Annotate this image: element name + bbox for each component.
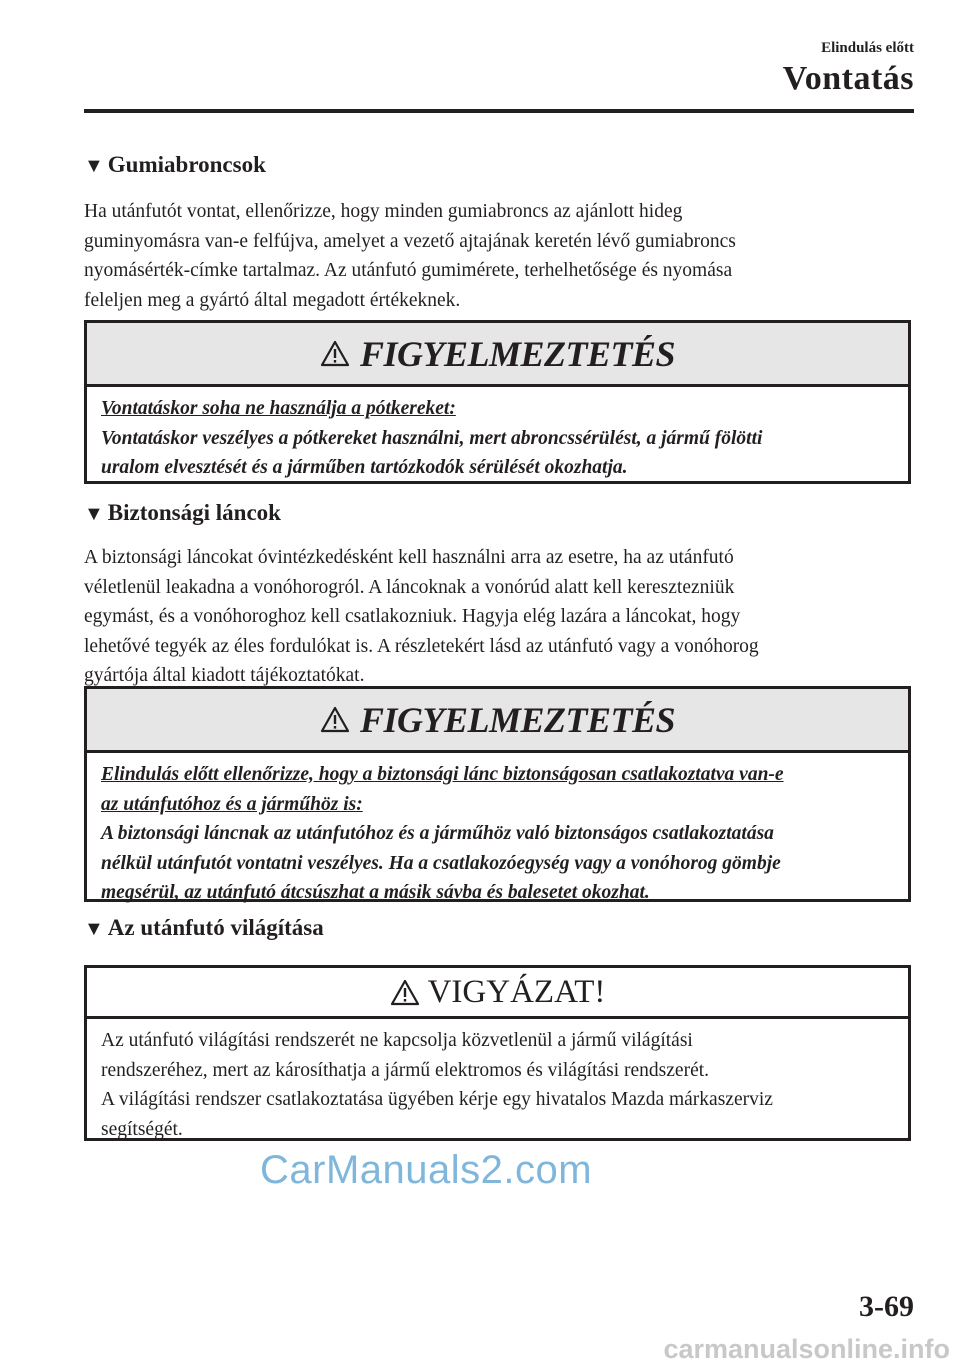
warning-text: Elindulás előtt ellenőrizze, hogy a biztonsági lánc biztonságosan csatlakoztatva van-e az utánfutóhoz és a járműhöz is: A biztonsági láncnak az utánfutóhoz és a járműhöz való biztonságos csatlakoztatása nélkül utánfutót vontatni veszélyes. Ha a csatlakozóegység vagy a vonóhorog gömbje megsérül, az utánfutó átcsúszhat a másik sávba és balesetet okozhat. <box>101 764 784 903</box>
page-title: Vontatás <box>782 60 914 97</box>
page-number: 3-69 <box>859 1290 914 1323</box>
caution-text: Az utánfutó világítási rendszerét ne kapcsolja közvetlenül a jármű világítási rendszeréhez, mert az károsíthatja a jármű elektromos és világítási rendszerét. A világítási rendszer csatlakoztatása ügyében kérje egy hivatalos Mazda márkaszerviz segítségét. <box>101 1030 773 1140</box>
warning-triangle-icon <box>390 979 420 1006</box>
section-heading-safety-chains: ▼ Biztonsági láncok <box>84 500 281 525</box>
watermark: CarManuals2.com <box>260 1148 593 1192</box>
triangle-down-icon: ▼ <box>84 155 104 177</box>
paragraph-safety-chains: A biztonsági láncokat óvintézkedésként kell használni arra az esetre, ha az utánfutó véletlenül leakadna a vonóhorogról. A láncoknak a vonórúd alatt kell keresztezniük egymást, és a vonóhoroghoz kell csatlakozniuk. Hagyja elég lazára a láncokat, hogy lehetővé tegyék az éles fordulókat is. A részletekért lásd az utánfutó vagy a vonóhorog gyártója által kiadott tájékoztatókat. <box>84 547 759 686</box>
paragraph-tires: Ha utánfutót vontat, ellenőrizze, hogy minden gumiabroncs az ajánlott hideg guminyomásra van-e felfújva, amelyet a vezető ajtajának keretén lévő gumiabroncs nyomásérték-címke tartalmaz. Az utánfutó gumimérete, terhelhetősége és nyomása feleljen meg a gyártó által megadott értékeknek. <box>84 201 736 311</box>
warning-title: FIGYELMEZTETÉS <box>359 699 676 740</box>
warning-header <box>87 689 908 753</box>
triangle-down-icon: ▼ <box>84 503 104 525</box>
warning-box-safety-chain <box>84 686 911 902</box>
section-heading-tires: ▼ Gumiabroncsok <box>84 152 266 177</box>
warning-title: FIGYELMEZTETÉS <box>359 333 676 374</box>
triangle-down-icon: ▼ <box>84 918 104 940</box>
caution-title: VIGYÁZAT! <box>427 973 606 1010</box>
header-rule <box>84 109 914 113</box>
warning-text: Vontatáskor soha ne használja a pótkereket: Vontatáskor veszélyes a pótkereket használni, mert abroncssérülést, a jármű fölötti uralom elvesztését és a járműben tartózkodók sérülését okozhatja. <box>101 398 763 478</box>
caution-header <box>87 968 908 1019</box>
warning-header <box>87 323 908 387</box>
warning-triangle-icon <box>320 706 350 733</box>
warning-triangle-icon <box>320 340 350 367</box>
footer-site-label: carmanualsonline.info <box>663 1334 950 1364</box>
header-section-label: Elindulás előtt <box>821 40 914 56</box>
caution-box-lighting <box>84 965 911 1141</box>
section-heading-trailer-lights: ▼ Az utánfutó világítása <box>84 915 324 940</box>
warning-box-spare-tire <box>84 320 911 484</box>
